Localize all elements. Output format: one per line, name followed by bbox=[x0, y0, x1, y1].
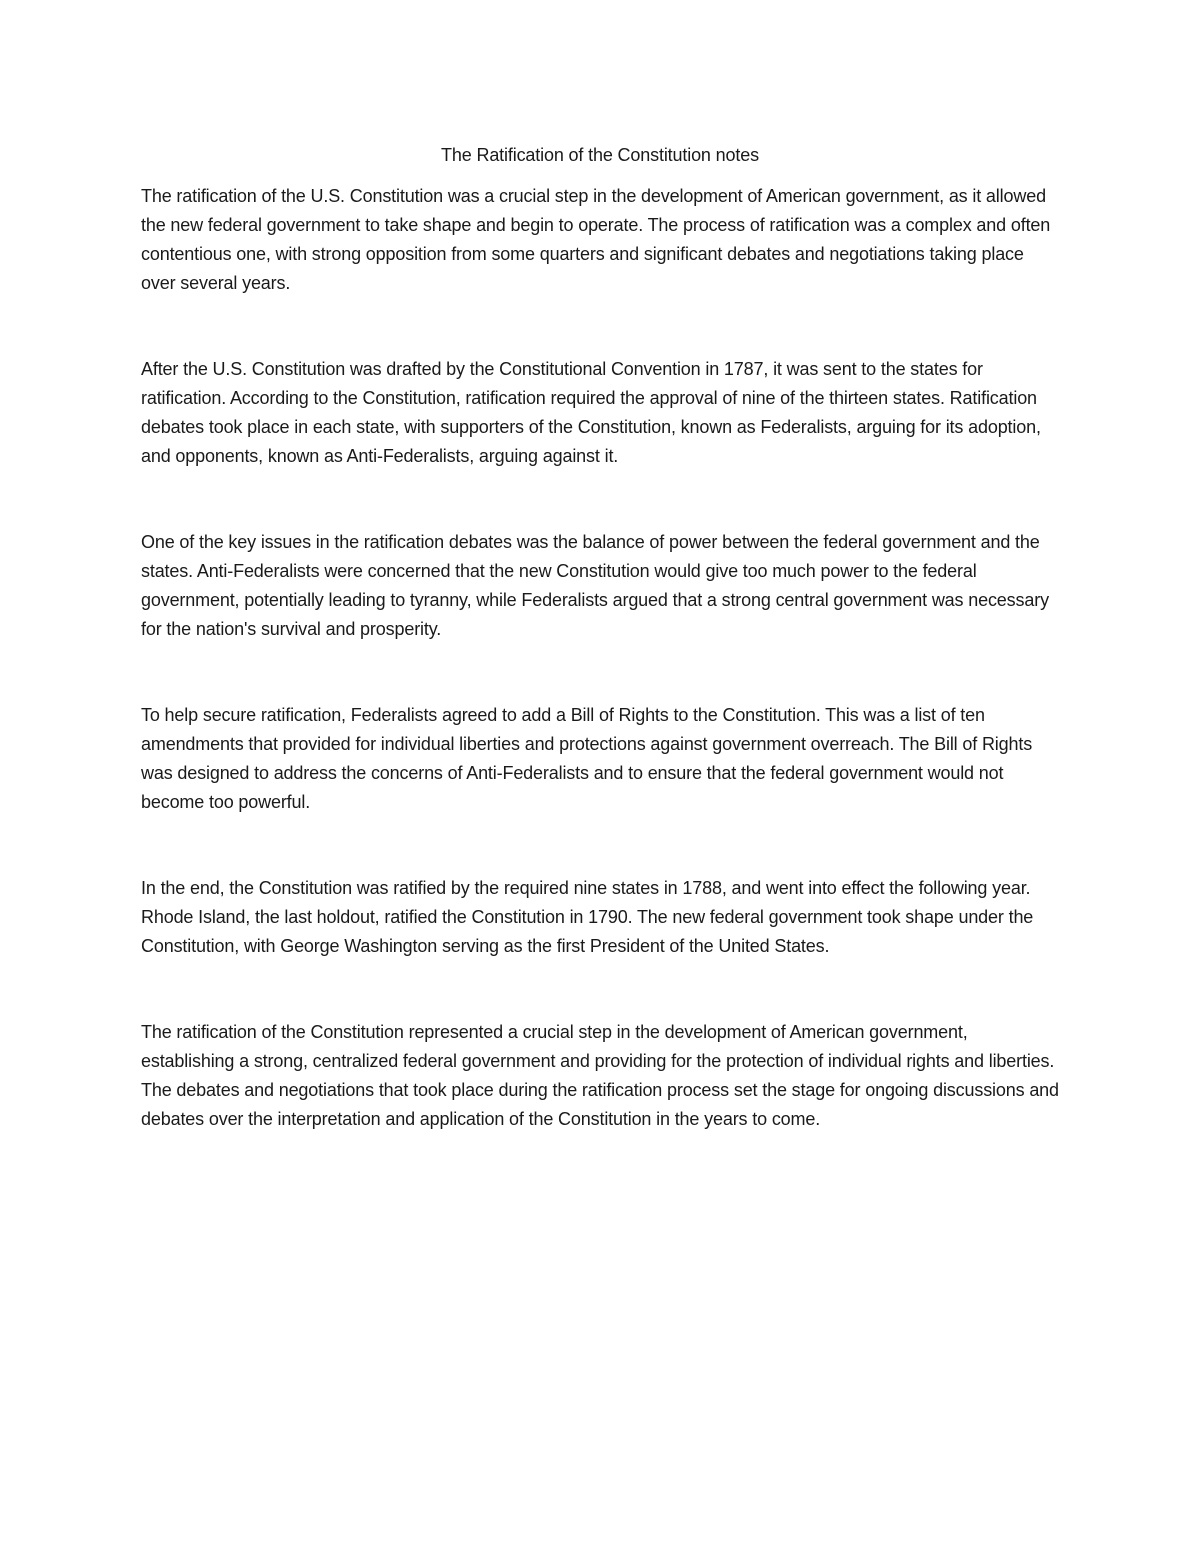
paragraph-3: One of the key issues in the ratification debates was the balance of power between the federal government and the states. Anti-Federalists were concerned that the new Constitution would give too much power to the federal government, potentially leading to tyranny, while Federalists argued that a strong central government was necessary for the nation's survival and prosperity. bbox=[141, 532, 1049, 639]
paragraph-6: The ratification of the Constitution represented a crucial step in the development of American government, establishing a strong, centralized federal government and providing for the protection of individual rights and liberties. The debates and negotiations that took place during the ratification process set the stage for ongoing discussions and debates over the interpretation and application of the Constitution in the years to come. bbox=[141, 1022, 1059, 1129]
paragraph-1: The ratification of the U.S. Constitution was a crucial step in the development of American government, as it allowed the new federal government to take shape and begin to operate. The process of ratification was a complex and often contentious one, with strong opposition from some quarters and significant debates and negotiations taking place over several years. bbox=[141, 186, 1051, 293]
paragraph-5: In the end, the Constitution was ratified by the required nine states in 1788, and went into effect the following year. Rhode Island, the last holdout, ratified the Constitution in 1790. The new federal government took shape under the Constitution, with George Washington serving as the first President of the United States. bbox=[141, 878, 1034, 956]
paragraph-4: To help secure ratification, Federalists agreed to add a Bill of Rights to the Constitution. This was a list of ten amendments that provided for individual liberties and protections against government overreach. The Bill of Rights was designed to address the concerns of Anti-Federalists and to ensure that the federal government would not become too powerful. bbox=[141, 705, 1033, 812]
document-body bbox=[141, 141, 1059, 1134]
paragraph-2: After the U.S. Constitution was drafted by the Constitutional Convention in 1787, it was sent to the states for ratification. According to the Constitution, ratification required the approval of nine of the thirteen states. Ratification debates took place in each state, with supporters of the Constitution, known as Federalists, arguing for its adoption, and opponents, known as Anti-Federalists, arguing against it. bbox=[141, 359, 1041, 466]
document-title: The Ratification of the Constitution notes bbox=[441, 145, 759, 165]
